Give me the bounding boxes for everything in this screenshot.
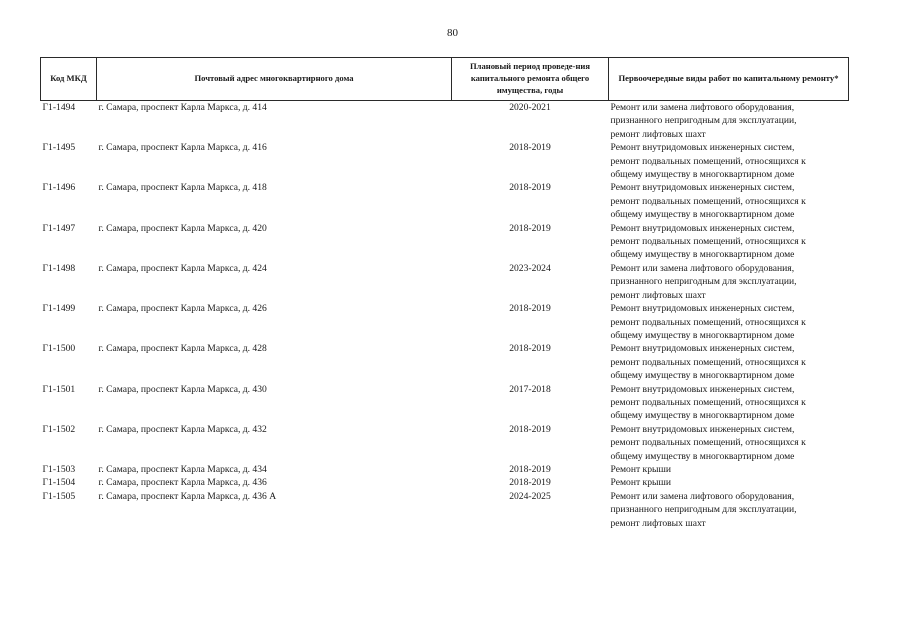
table-row — [41, 181, 849, 221]
repair-works-line: Ремонт внутридомовых инженерных систем, — [610, 222, 795, 234]
repair-works — [609, 463, 849, 476]
repair-works-line: Ремонт или замена лифтового оборудования, — [610, 102, 795, 113]
repair-works — [609, 141, 849, 181]
building-address: г. Самара, проспект Карла Маркса, д. 424 — [98, 262, 267, 274]
header-address: Почтовый адрес многоквартирного дома — [97, 58, 452, 101]
building-address: г. Самара, проспект Карла Маркса, д. 428 — [98, 343, 267, 355]
repair-works-line: ремонт лифтовых шахт — [610, 128, 706, 140]
repair-period: 2024-2025 — [509, 490, 551, 502]
repair-works — [609, 476, 849, 489]
repair-period: 2018-2019 — [509, 142, 551, 154]
building-code: Г1-1499 — [42, 303, 76, 315]
repair-works-line: Ремонт или замена лифтового оборудования, — [610, 490, 795, 502]
repair-works — [609, 383, 849, 423]
repair-works-line: признанного непригодным для эксплуатации, — [610, 504, 797, 516]
building-code: Г1-1500 — [42, 343, 76, 355]
building-code: Г1-1501 — [42, 383, 76, 395]
building-address: г. Самара, проспект Карла Маркса, д. 436 — [98, 477, 267, 489]
table-row — [41, 222, 849, 262]
repair-works-line: Ремонт крыши — [610, 463, 671, 475]
table-row — [41, 490, 849, 530]
repair-works-line: ремонт подвальных помещений, относящихся к — [610, 236, 806, 248]
repair-works-line: Ремонт внутридомовых инженерных систем, — [610, 142, 795, 154]
table-header — [41, 58, 849, 101]
repair-period: 2018-2019 — [509, 303, 551, 315]
repair-period: 2020-2021 — [509, 102, 551, 113]
repair-works-line: общему имуществу в многоквартирном доме — [610, 249, 795, 261]
building-code: Г1-1496 — [42, 182, 76, 194]
repair-works-line: ремонт подвальных помещений, относящихся к — [610, 316, 806, 328]
repair-period: 2018-2019 — [509, 477, 551, 489]
repair-works-line: Ремонт внутридомовых инженерных систем, — [610, 303, 795, 315]
repair-works-line: общему имуществу в многоквартирном доме — [610, 370, 795, 382]
building-code: Г1-1497 — [42, 222, 76, 234]
repair-works — [609, 423, 849, 463]
page-number: 80 — [447, 27, 458, 39]
repair-works-line: ремонт подвальных помещений, относящихся к — [610, 396, 806, 408]
repair-works-line: Ремонт внутридомовых инженерных систем, — [610, 383, 795, 395]
repair-works-line: ремонт подвальных помещений, относящихся к — [610, 155, 806, 167]
repair-period: 2018-2019 — [509, 423, 551, 435]
repair-works-line: Ремонт внутридомовых инженерных систем, — [610, 343, 795, 355]
repair-works-line: общему имуществу в многоквартирном доме — [610, 169, 795, 181]
repair-works-line: Ремонт или замена лифтового оборудования, — [610, 262, 795, 274]
building-code: Г1-1504 — [42, 477, 76, 489]
table-row — [41, 302, 849, 342]
repair-works — [609, 181, 849, 221]
repair-works-line: Ремонт крыши — [610, 477, 671, 489]
building-address: г. Самара, проспект Карла Маркса, д. 416 — [98, 142, 267, 154]
repair-works-line: общему имуществу в многоквартирном доме — [610, 209, 795, 221]
repair-works-line: ремонт подвальных помещений, относящихся к — [610, 437, 806, 449]
repair-period: 2018-2019 — [509, 222, 551, 234]
repair-works-line: ремонт подвальных помещений, относящихся к — [610, 195, 806, 207]
repair-works-line: общему имуществу в многоквартирном доме — [610, 410, 795, 422]
header-code: Код МКД — [41, 58, 97, 101]
table-row — [41, 423, 849, 463]
repair-works — [609, 342, 849, 382]
table-row — [41, 141, 849, 181]
repair-period: 2018-2019 — [509, 343, 551, 355]
repair-period: 2023-2024 — [509, 262, 551, 274]
building-code: Г1-1505 — [42, 490, 76, 502]
repair-period: 2018-2019 — [509, 463, 551, 475]
repair-works-line: Ремонт внутридомовых инженерных систем, — [610, 182, 795, 194]
repair-works — [609, 302, 849, 342]
repair-works-line: ремонт лифтовых шахт — [610, 289, 706, 301]
building-address: г. Самара, проспект Карла Маркса, д. 436 А — [98, 490, 277, 502]
repair-period: 2018-2019 — [509, 182, 551, 194]
repair-works — [609, 101, 849, 142]
header-period: Плановый период проведе-ния капитального ремонта общего имущества, годы — [452, 58, 609, 101]
repair-works-line: общему имуществу в многоквартирном доме — [610, 450, 795, 462]
building-address: г. Самара, проспект Карла Маркса, д. 426 — [98, 303, 267, 315]
table-row — [41, 101, 849, 142]
building-code: Г1-1495 — [42, 142, 76, 154]
building-code: Г1-1503 — [42, 463, 76, 475]
table-row — [41, 262, 849, 302]
table-row — [41, 342, 849, 382]
building-address: г. Самара, проспект Карла Маркса, д. 414 — [98, 102, 267, 113]
buildings-table — [40, 57, 849, 530]
table-body — [41, 101, 849, 531]
repair-works-line: признанного непригодным для эксплуатации, — [610, 276, 797, 288]
header-works: Первоочередные виды работ по капитальному ремонту* — [609, 58, 849, 101]
building-address: г. Самара, проспект Карла Маркса, д. 420 — [98, 222, 267, 234]
repair-period: 2017-2018 — [509, 383, 551, 395]
repair-works-line: общему имуществу в многоквартирном доме — [610, 329, 795, 341]
building-address: г. Самара, проспект Карла Маркса, д. 430 — [98, 383, 267, 395]
building-address: г. Самара, проспект Карла Маркса, д. 434 — [98, 463, 267, 475]
repair-works — [609, 222, 849, 262]
building-code: Г1-1498 — [42, 262, 76, 274]
building-address: г. Самара, проспект Карла Маркса, д. 418 — [98, 182, 267, 194]
repair-works — [609, 262, 849, 302]
building-code: Г1-1502 — [42, 423, 76, 435]
building-address: г. Самара, проспект Карла Маркса, д. 432 — [98, 423, 267, 435]
table-row — [41, 476, 849, 489]
repair-works-line: признанного непригодным для эксплуатации, — [610, 115, 797, 127]
repair-works-line: ремонт подвальных помещений, относящихся к — [610, 356, 806, 368]
table-row — [41, 383, 849, 423]
building-code: Г1-1494 — [42, 102, 76, 113]
repair-works-line: Ремонт внутридомовых инженерных систем, — [610, 423, 795, 435]
table-row — [41, 463, 849, 476]
repair-works — [609, 490, 849, 530]
repair-works-line: ремонт лифтовых шахт — [610, 517, 706, 529]
